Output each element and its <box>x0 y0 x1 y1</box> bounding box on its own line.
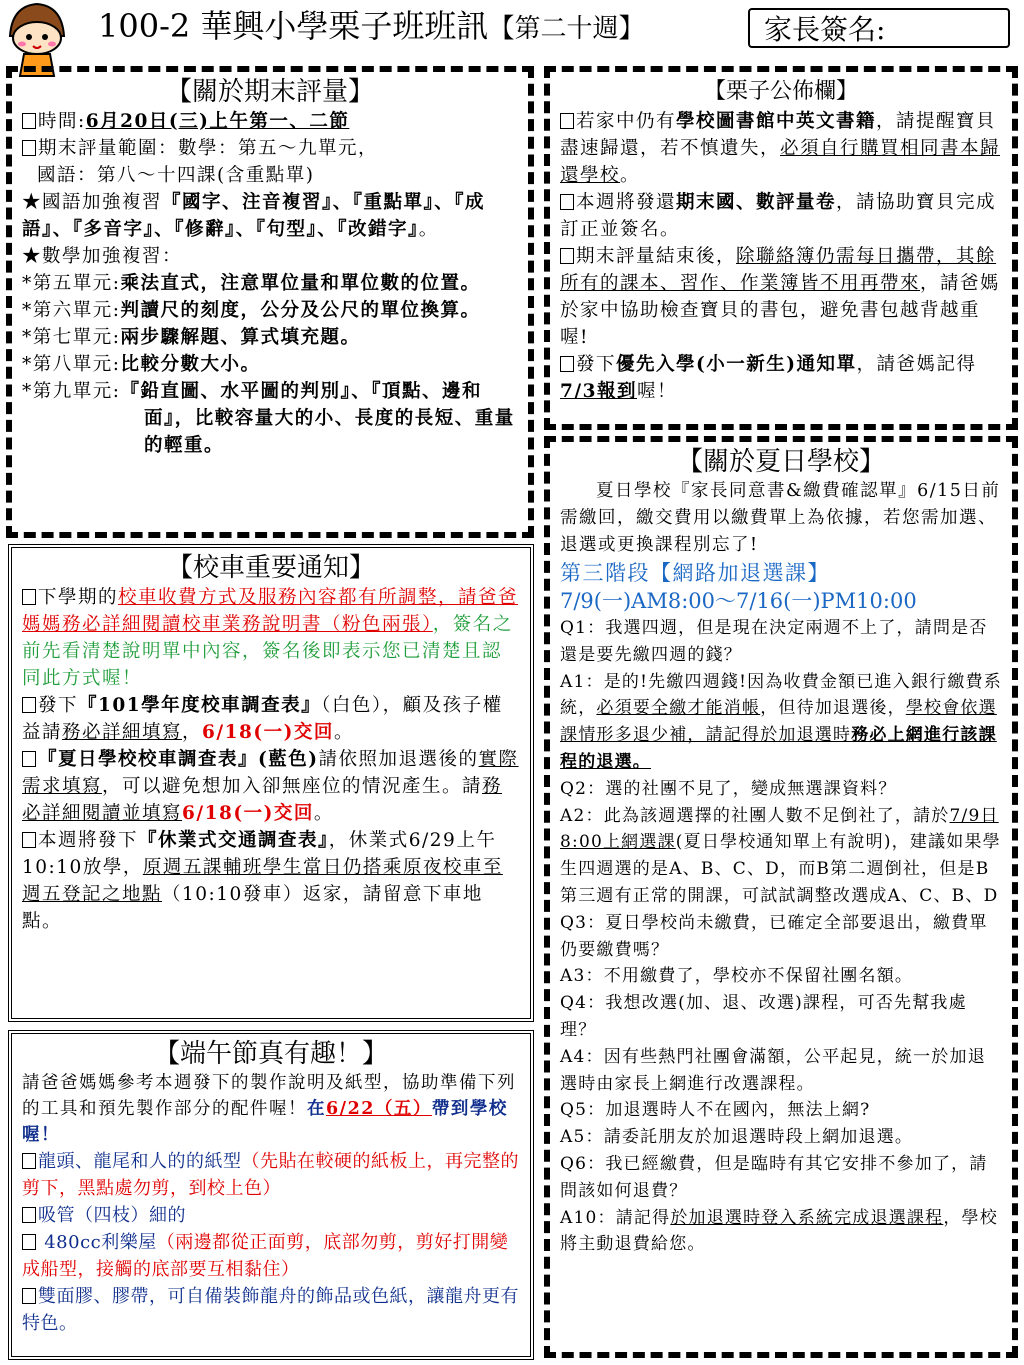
checkbox-icon <box>22 140 36 156</box>
page-title <box>98 6 644 49</box>
unit-item: *第五單元:乘法直式，注意單位量和單位數的位置。 <box>22 273 481 294</box>
faq-question: Q4：我想改選(加、退、改選)課程，可否先幫我處理？ <box>560 993 967 1040</box>
bus-item: 下學期的校車收費方式及服務內容都有所調整，請爸爸媽媽務必詳細閱讀校車業務說明書（粉色兩張），簽名之前先看清楚說明單中內容，簽名後即表示您已清楚且認同此方式喔！ <box>22 587 519 689</box>
checkbox-icon <box>560 194 574 210</box>
unit-item: *第八單元:比較分數大小。 <box>22 354 261 375</box>
checkbox-icon <box>22 751 36 767</box>
faq-answer: A1：是的!先繳四週錢!因為收費金額已進入銀行繳費系統，必須要全繳才能消帳，但待加退選後，學校會依選課情形多退少補，請記得於加退選時務必上網進行該課程的退選。 <box>560 671 1002 772</box>
faq-answer: A5：請委託朋友於加退選時段上網加退選。 <box>560 1127 914 1148</box>
exam-section <box>6 66 534 538</box>
school-bus-title: 【校車重要通知】 <box>166 553 375 583</box>
exam-scope-chinese: 國語：第八～十四課(含重點單) <box>37 165 315 186</box>
enrollment-period: 7/9(一)AM8:00～7/16(一)PM10:00 <box>560 589 917 613</box>
checkbox-icon <box>22 1288 36 1304</box>
checkbox-icon <box>560 113 574 129</box>
bulletin-title: 【栗子公佈欄】 <box>703 79 858 104</box>
checkbox-icon <box>22 832 36 848</box>
unit-item: *第九單元:『鉛直圖、水平圖的判別』、『頂點、邊和面』，比較容量大的小、長度的長短、重量的輕重。 <box>22 381 515 456</box>
math-review: ★數學加強複習： <box>22 246 183 267</box>
dragon-item: 吸管（四枝）細的 <box>22 1202 520 1229</box>
faq-question: Q2：選的社團不見了，變成無選課資料？ <box>560 778 897 799</box>
exam-time: 時間:6月20日(三)上午第一、二節 <box>22 108 518 135</box>
checkbox-icon <box>560 248 574 264</box>
bus-item: 發下『101學年度校車調查表』（白色），顧及孩子權益請務必詳細填寫，6/18(一)交回。 <box>22 695 503 743</box>
summer-intro: 夏日學校『家長同意書&繳費確認單』6/15日前需繳回，繳交費用以繳費單上為依據，若您需加選、退選或更換課程別忘了! <box>560 481 1001 555</box>
bulletin-item: 發下優先入學(小一新生)通知單，請爸媽記得7/3報到喔！ <box>560 354 977 402</box>
parent-signature-field[interactable]: 家長簽名: <box>748 8 1010 48</box>
faq-question: Q6：我已經繳費，但是臨時有其它安排不參加了，請問該如何退費？ <box>560 1153 988 1201</box>
summer-school-section <box>544 436 1018 1358</box>
chinese-review: ★國語加強複習『國字、注音複習』、『重點單』、『成語』、『多音字』、『修辭』、『句型』、『改錯字』。 <box>22 192 486 240</box>
bulletin-item: 本週將發還期末國、數評量卷，請協助寶貝完成訂正並簽名。 <box>560 192 997 240</box>
checkbox-icon <box>22 589 36 605</box>
checkbox-icon <box>22 1153 36 1169</box>
checkbox-icon <box>22 1234 36 1250</box>
faq-answer: A10：請記得於加退選時登入系統完成退選課程，學校將主動退費給您。 <box>560 1207 998 1255</box>
school-bus-section <box>8 544 534 1022</box>
dragon-boat-section <box>8 1030 534 1360</box>
bus-item: 本週將發下『休業式交通調查表』，休業式6/29上午10:10放學，原週五課輔班學生當日仍搭乘原夜校車至週五登記之地點（10:10發車）返家，請留意下車地點。 <box>22 830 503 932</box>
bus-item: 『夏日學校校車調查表』(藍色)請依照加退選後的實際需求填寫，可以避免想加入卻無座位的情況產生。請務必詳細閱讀並填寫6/18(一)交回。 <box>22 749 519 824</box>
dragon-boat-title: 【端午節真有趣！】 <box>153 1039 388 1069</box>
newsletter-title: 100-2 華興小學栗子班班訊 <box>98 7 489 45</box>
faq-answer: A4：因有些熱門社團會滿額，公平起見，統一於加退選時由家長上網進行改選課程。 <box>560 1046 986 1094</box>
checkbox-icon <box>560 356 574 372</box>
checkbox-icon <box>22 1207 36 1223</box>
faq-answer: A3：不用繳費了，學校亦不保留社團名額。 <box>560 966 914 987</box>
dragon-item: 龍頭、龍尾和人的的紙型（先貼在較硬的紙板上，再完整的剪下，黑點處勿剪，到校上色） <box>22 1151 519 1199</box>
unit-item: *第七單元:兩步驟解題、算式填充題。 <box>22 327 361 348</box>
faq-question: Q3：夏日學校尚未繳費，已確定全部要退出，繳費單仍要繳費嗎？ <box>560 912 988 960</box>
dragon-item: 雙面膠、膠帶，可自備裝飾龍舟的飾品或色紙，讓龍舟更有特色。 <box>22 1286 519 1334</box>
faq-answer: A2：此為該週選擇的社團人數不足倒社了，請於7/9日8:00上網選課(夏日學校通知單上有說明)，建議如果學生四週選的是A、B、C、D，而B第二週倒社，但是B第三週有正常的開課，可試試調整改選成A、C、B、D <box>560 805 1001 906</box>
bulletin-item: 期末評量結束後，除聯絡簿仍需每日攜帶，其餘所有的課本、習作、作業簿皆不用再帶來，請爸媽於家中協助檢查寶貝的書包，避免書包越背越重喔! <box>560 246 1001 348</box>
week-label: 【第二十週】 <box>488 14 645 44</box>
dragon-item: 480cc利樂屋（兩邊都從正面剪，底部勿剪，剪好打開變成船型，接觸的底部要互相黏住） <box>22 1232 509 1280</box>
summer-school-title: 【關於夏日學校】 <box>676 447 885 477</box>
exam-scope: 期末評量範圍：數學：第五～九單元， <box>22 135 518 162</box>
dragon-intro: 請爸爸媽媽參考本週發下的製作說明及紙型，協助準備下列的工具和預先製作部分的配件喔！在6/22（五）帶到學校喔！ <box>22 1073 516 1145</box>
exam-title: 【關於期末評量】 <box>165 77 374 107</box>
faq-question: Q5：加退選時人不在國內，無法上網? <box>560 1100 871 1121</box>
bulletin-item: 若家中仍有學校圖書館中英文書籍，請提醒寶貝盡速歸還，若不慎遺失，必須自行購買相同書本歸還學校。 <box>560 111 1001 186</box>
faq-question: Q1：我選四週，但是現在決定兩週不上了，請問是否還是要先繳四週的錢？ <box>560 618 988 665</box>
unit-item: *第六單元:判讀尺的刻度，公分及公尺的單位換算。 <box>22 300 481 321</box>
stage-heading: 第三階段【網路加退選課】 <box>560 561 830 585</box>
checkbox-icon <box>22 113 36 129</box>
checkbox-icon <box>22 697 36 713</box>
bulletin-section <box>544 66 1018 430</box>
